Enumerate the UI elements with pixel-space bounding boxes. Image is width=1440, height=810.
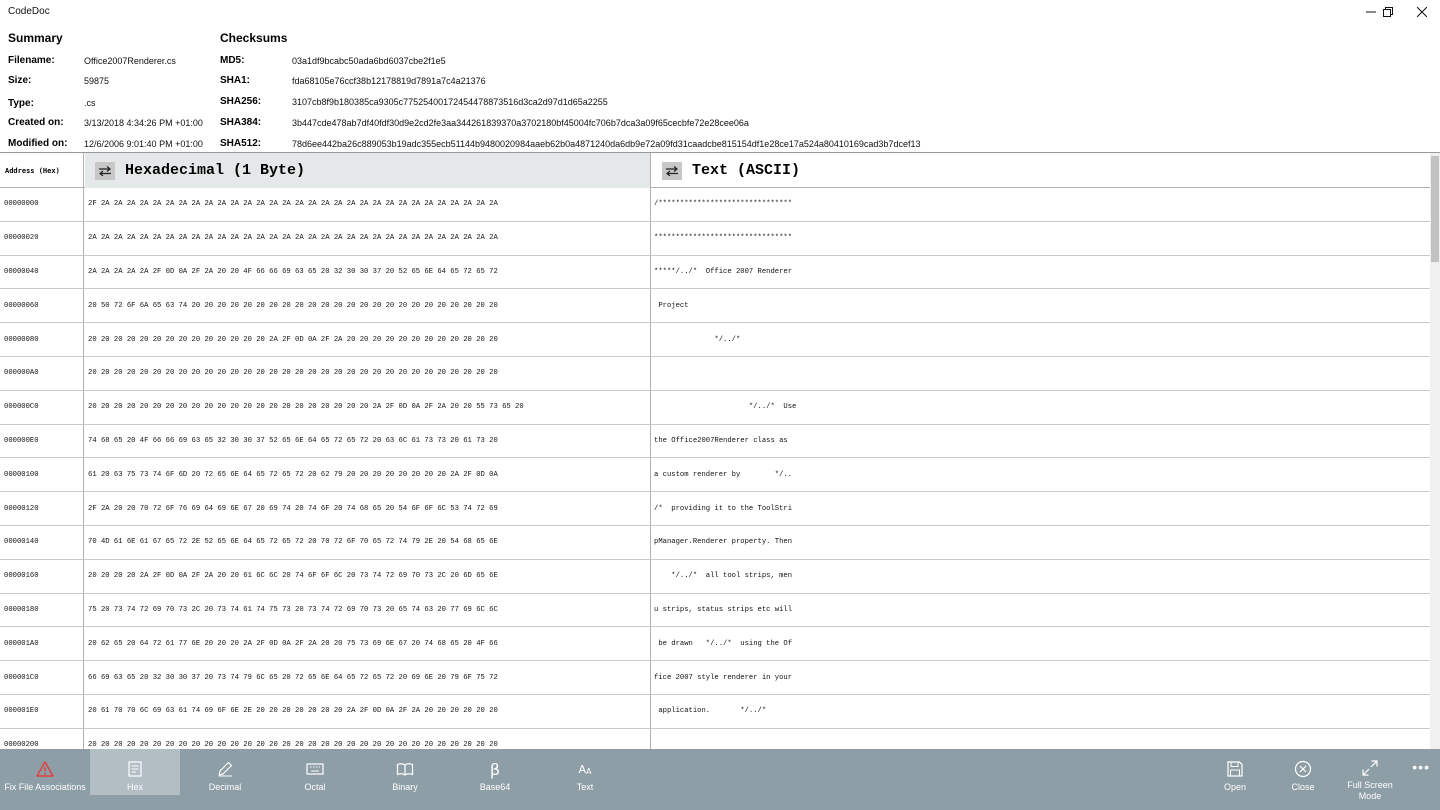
hex-cell: 20 20 20 20 2A 2F 0D 0A 2F 2A 20 20 61 6C 6C 20 74 6F 6F 6C 20 73 74 72 69 70 73 2C 20 6D 65 6E [85, 560, 651, 593]
close-icon [1417, 7, 1427, 17]
summary-heading: Summary [8, 31, 63, 45]
hex-cell: 20 20 20 20 20 20 20 20 20 20 20 20 20 20 20 20 20 20 20 20 20 20 20 20 20 20 20 20 20 20 20 20 [85, 357, 651, 390]
save-icon [1227, 760, 1243, 778]
md5-label: MD5: [220, 55, 245, 66]
text-cell: application. */../* [654, 707, 767, 716]
octal-button[interactable] [270, 749, 360, 795]
address-cell: 000000A0 [0, 357, 84, 390]
modified-value: 12/6/2006 9:01:40 PM +01:00 [84, 139, 203, 149]
hex-header-title: Hexadecimal (1 Byte) [125, 162, 306, 179]
filename-label: Filename: [8, 55, 55, 66]
text-header-title: Text (ASCII) [692, 162, 801, 179]
hex-cell: 20 62 65 20 64 72 61 77 6E 20 20 20 2A 2F 0D 0A 2F 2A 20 20 75 73 69 6E 67 20 74 68 65 20 4F 66 [85, 627, 651, 660]
address-cell: 000001E0 [0, 695, 84, 728]
text-cell: u strips, status strips etc will [654, 605, 793, 614]
beta-icon: β [489, 759, 501, 779]
fullscreen-icon [1362, 760, 1378, 776]
font-icon: A A [578, 762, 592, 776]
keyboard-icon [306, 760, 324, 778]
file-info-panel [0, 24, 1440, 152]
text-cell: /******************************* [654, 200, 793, 209]
address-cell: 000001C0 [0, 661, 84, 694]
hex-cell: 20 50 72 6F 6A 65 63 74 20 20 20 20 20 20 20 20 20 20 20 20 20 20 20 20 20 20 20 20 20 20 20 20 [85, 289, 651, 322]
vertical-scrollbar[interactable] [1430, 153, 1440, 749]
hex-cell: 61 20 63 75 73 74 6F 6D 20 72 65 6E 64 65 72 65 72 20 62 79 20 20 20 20 20 20 20 20 2A 2F 0D 0A [85, 458, 651, 491]
sha512-value: 78d6ee442ba26c889053b19adc355ecb51144b9480020984aaeb62b0a4871240da6db9e72a09fd31caadcbe815154df1e28ce17a524a80410169cad3b7dcef13 [292, 139, 921, 149]
swap-icon[interactable] [662, 162, 682, 180]
text-cell: /* providing it to the ToolStri [654, 504, 793, 513]
table-row[interactable] [0, 526, 1430, 560]
address-cell: 00000120 [0, 492, 84, 525]
command-bar [0, 749, 1440, 810]
sha1-value: fda68105e76ccf38b12178819d7891a7c4a21376 [292, 76, 486, 86]
table-row[interactable] [0, 492, 1430, 526]
text-cell: pManager.Renderer property. Then [654, 538, 793, 547]
scrollbar-thumb[interactable] [1431, 156, 1439, 262]
table-row[interactable] [0, 357, 1430, 391]
table-row[interactable] [0, 425, 1430, 459]
table-row[interactable] [0, 661, 1430, 695]
sha256-label: SHA256: [220, 96, 262, 107]
text-cell: ******************************** [654, 234, 793, 243]
table-row[interactable] [0, 222, 1430, 256]
hex-cell: 20 61 70 70 6C 69 63 61 74 69 6F 6E 2E 20 20 20 20 20 20 20 2A 2F 0D 0A 2F 2A 20 20 20 20 20 20 [85, 695, 651, 728]
table-row[interactable] [0, 729, 1430, 749]
address-cell: 00000160 [0, 560, 84, 593]
sha512-label: SHA512: [220, 138, 262, 149]
text-cell: the Office2007Renderer class as [654, 436, 788, 445]
type-value: .cs [84, 98, 96, 108]
table-row[interactable] [0, 458, 1430, 492]
hex-cell: 70 4D 61 6E 61 67 65 72 2E 52 65 6E 64 65 72 65 72 20 70 72 6F 70 65 72 74 79 2E 20 54 68 65 6E [85, 526, 651, 559]
hex-cell: 20 20 20 20 20 20 20 20 20 20 20 20 20 20 20 20 20 20 20 20 20 20 2A 2F 0D 0A 2F 2A 20 20 55 73 65 20 [85, 391, 651, 424]
address-cell: 00000040 [0, 256, 84, 289]
open-label: Open [1223, 782, 1247, 792]
size-label: Size: [8, 75, 32, 86]
hex-cell: 2F 2A 2A 2A 2A 2A 2A 2A 2A 2A 2A 2A 2A 2A 2A 2A 2A 2A 2A 2A 2A 2A 2A 2A 2A 2A 2A 2A 2A 2A 2A 2A [85, 188, 651, 221]
hex-cell: 66 69 63 65 20 32 30 30 37 20 73 74 79 6C 65 20 72 65 6E 64 65 72 65 72 20 69 6E 20 79 6F 75 72 [85, 661, 651, 694]
address-cell: 00000200 [0, 729, 84, 749]
app-title: CodeDoc [8, 6, 50, 17]
table-row[interactable] [0, 323, 1430, 357]
hex-cell: 20 20 20 20 20 20 20 20 20 20 20 20 20 20 20 20 20 20 20 20 20 20 20 20 20 20 20 20 20 20 20 20 [85, 729, 651, 749]
address-cell: 00000180 [0, 594, 84, 627]
text-cell: be drawn */../* using the Of [654, 639, 793, 648]
address-cell: 00000020 [0, 222, 84, 255]
close-window-button[interactable] [1399, 0, 1440, 24]
pencil-icon [217, 760, 233, 778]
sha256-value: 3107cb8f9b180385ca9305c77525400172454478873516d3ca2d97d1d65a2255 [292, 97, 608, 107]
hex-cell: 2A 2A 2A 2A 2A 2F 0D 0A 2F 2A 20 20 4F 66 66 69 63 65 20 32 30 30 37 20 52 65 6E 64 65 72 65 72 [85, 256, 651, 289]
base64-button[interactable] [450, 749, 540, 795]
more-options-button[interactable]: ••• [1412, 759, 1430, 775]
binary-label: Binary [392, 782, 418, 792]
hex-cell: 2A 2A 2A 2A 2A 2A 2A 2A 2A 2A 2A 2A 2A 2A 2A 2A 2A 2A 2A 2A 2A 2A 2A 2A 2A 2A 2A 2A 2A 2A 2A 2A [85, 222, 651, 255]
modified-label: Modified on: [8, 138, 68, 149]
table-row[interactable] [0, 695, 1430, 729]
book-icon [396, 760, 414, 778]
sha1-label: SHA1: [220, 75, 251, 86]
text-cell: */../* Use [654, 403, 797, 412]
created-value: 3/13/2018 4:34:26 PM +01:00 [84, 118, 203, 128]
address-cell: 000000E0 [0, 425, 84, 458]
address-column-header: Address (Hex) [0, 153, 84, 188]
table-row[interactable] [0, 391, 1430, 425]
address-cell: 000001A0 [0, 627, 84, 660]
table-row[interactable] [0, 188, 1430, 222]
table-row[interactable] [0, 289, 1430, 323]
hex-grid[interactable] [0, 152, 1440, 749]
base64-label: Base64 [479, 782, 511, 792]
swap-icon[interactable] [95, 162, 115, 180]
size-value: 59875 [84, 76, 110, 86]
checksums-heading: Checksums [220, 31, 288, 45]
decimal-label: Decimal [208, 782, 242, 792]
address-cell: 00000080 [0, 323, 84, 356]
table-row[interactable] [0, 627, 1430, 661]
filename-value: Office2007Renderer.cs [84, 56, 176, 66]
hex-label: Hex [126, 782, 143, 792]
sha384-label: SHA384: [220, 117, 262, 128]
fix-file-associations-button[interactable] [0, 749, 90, 795]
hex-cell: 20 20 20 20 20 20 20 20 20 20 20 20 20 20 2A 2F 0D 0A 2F 2A 20 20 20 20 20 20 20 20 20 20 20 20 [85, 323, 651, 356]
address-cell: 00000060 [0, 289, 84, 322]
address-cell: 000000C0 [0, 391, 84, 424]
text-cell: Project [654, 301, 689, 310]
close-circle-icon [1294, 760, 1312, 778]
table-row[interactable] [0, 256, 1430, 290]
text-column-header [652, 153, 1430, 188]
text-cell: */../* [654, 335, 741, 344]
hex-button[interactable] [90, 749, 180, 795]
address-cell: 00000000 [0, 188, 84, 221]
md5-value: 03a1df9bcabc50ada6bd6037cbe2f1e5 [292, 56, 446, 66]
full-screen-mode-button[interactable] [1325, 749, 1415, 801]
title-bar [0, 0, 1440, 24]
table-row[interactable] [0, 594, 1430, 628]
type-label: Type: [8, 98, 34, 109]
text-cell: */../* all tool strips, men [654, 572, 793, 581]
hex-cell: 74 68 65 20 4F 66 66 69 63 65 32 30 30 37 52 65 6E 64 65 72 65 72 20 63 6C 61 73 73 20 61 73 20 [85, 425, 651, 458]
octal-label: Octal [304, 782, 326, 792]
full-screen-mode-label: Full Screen Mode [1347, 780, 1393, 801]
text-cell [652, 729, 1430, 749]
fix-file-associations-label: Fix File Associations [4, 782, 86, 792]
sha384-value: 3b447cde478ab7df40fdf30d9e2cd2fe3aa344261839370a3702180bf45004fc706b7dca3a09f65cecbfe72e28cee06a [292, 118, 749, 128]
grid-rows [0, 188, 1430, 749]
text-cell [652, 357, 1430, 390]
hex-cell: 75 20 73 74 72 69 70 73 2C 20 73 74 61 74 75 73 20 73 74 72 69 70 73 20 65 74 63 20 77 69 6C 6C [85, 594, 651, 627]
hex-column-header [85, 153, 651, 188]
text-cell: *****/../* Office 2007 Renderer [654, 267, 793, 276]
text-button[interactable] [540, 749, 630, 795]
hex-cell: 2F 2A 20 20 70 72 6F 76 69 64 69 6E 67 20 69 74 20 74 6F 20 74 68 65 20 54 6F 6F 6C 53 74 72 69 [85, 492, 651, 525]
table-row[interactable] [0, 560, 1430, 594]
document-icon [128, 760, 142, 778]
address-cell: 00000100 [0, 458, 84, 491]
grid-header [0, 153, 1430, 188]
binary-button[interactable] [360, 749, 450, 795]
created-label: Created on: [8, 117, 64, 128]
decimal-button[interactable] [180, 749, 270, 795]
address-cell: 00000140 [0, 526, 84, 559]
restore-icon [1383, 7, 1393, 17]
warning-icon [36, 760, 54, 778]
close-label: Close [1291, 782, 1315, 792]
text-label: Text [576, 782, 594, 792]
text-cell: a custom renderer by */.. [654, 470, 793, 479]
text-cell: fice 2007 style renderer in your [654, 673, 793, 682]
